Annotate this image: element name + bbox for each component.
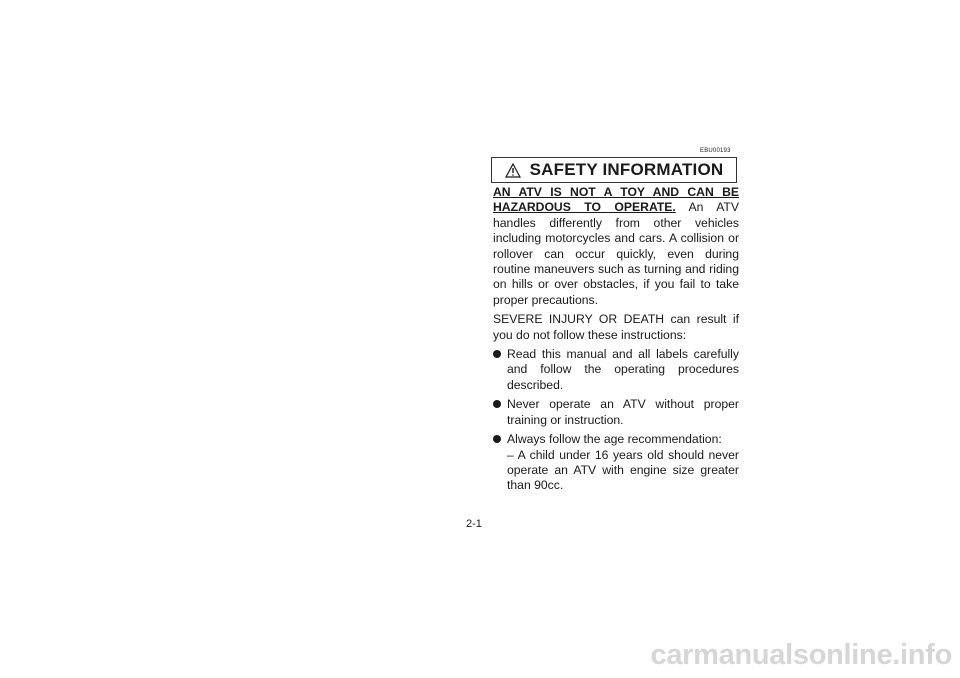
warning-triangle-icon xyxy=(505,163,521,178)
instruction-list xyxy=(493,347,739,494)
page-number: 2-1 xyxy=(466,518,482,530)
watermark: carmanualsonline.info xyxy=(650,639,952,671)
bullet-icon xyxy=(493,350,501,358)
list-item xyxy=(493,432,739,494)
list-item xyxy=(493,347,739,393)
bullet-icon xyxy=(493,435,501,443)
intro-paragraph xyxy=(493,185,739,308)
list-item-text: Never operate an ATV without proper training or instruction. xyxy=(507,397,739,427)
section-title-box xyxy=(491,157,737,183)
bullet-icon xyxy=(493,400,501,408)
list-item-text: Always follow the age recommendation: xyxy=(507,432,722,447)
list-item-text: Read this manual and all labels carefully and follow the operating procedures described. xyxy=(507,347,739,392)
warning-paragraph: SEVERE INJURY OR DEATH can result if you do not follow these instructions: xyxy=(493,312,739,342)
body-content xyxy=(493,185,739,498)
lead-warning: AN ATV IS NOT A TOY AND CAN BE HAZARDOUS TO OPERATE. xyxy=(493,185,739,215)
section-title: SAFETY INFORMATION xyxy=(529,160,724,179)
list-sub-item: – A child under 16 years old should never operate an ATV with engine size greater than 90cc. xyxy=(507,447,739,493)
intro-text: An ATV handles differently from other vehicles including motorcycles and cars. A collision or rollover can occur quickly, even during routine maneuvers such as turning and riding on hills or over obstacles, if you fail to take proper precautions. xyxy=(493,200,739,307)
document-code: EBU00193 xyxy=(700,148,731,154)
list-item xyxy=(493,397,739,428)
